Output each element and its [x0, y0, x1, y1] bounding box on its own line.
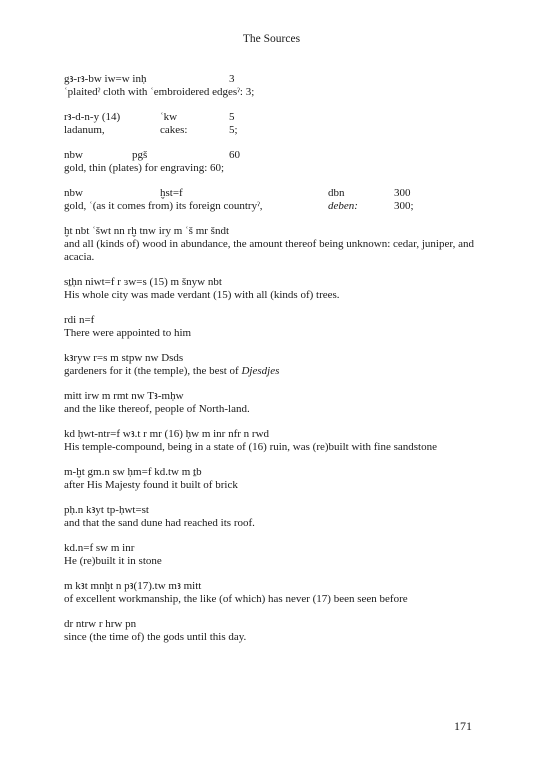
translation-line: since (the time of) the gods until this day. — [64, 631, 247, 643]
transliteration-text: rꜣ-d-n-y (14) — [64, 111, 121, 123]
translation-text: gold, ʿ(as it comes from) its foreign countryˀ, — [64, 200, 263, 212]
transliteration-line: sṯḥn niwt=f r ɜw=s (15) m šnyw nbt — [64, 276, 222, 288]
translation-line: of excellent workmanship, the like (of which) has never (17) been seen before — [64, 593, 408, 605]
entry-3 — [64, 149, 484, 175]
translation-text: gardeners for it (the temple), the best of — [64, 365, 242, 377]
translation-line: and that the sand dune had reached its roof. — [64, 517, 255, 529]
translation-unit: deben: — [328, 200, 358, 212]
translation-line — [64, 124, 484, 137]
transliteration-text: nbw — [64, 187, 83, 199]
translation-line: and the like thereof, people of North-land. — [64, 403, 250, 415]
transliteration-line: pḥ.n kꜣyt tp-ḥwt=st — [64, 504, 149, 516]
transliteration-line — [64, 111, 484, 124]
translation-line: and all (kinds of) wood in abundance, the amount thereof being unknown: cedar, juniper, and acacia. — [64, 238, 474, 263]
entry-2 — [64, 111, 484, 137]
translation-text: gold, thin (plates) for engraving: 60; — [64, 162, 225, 174]
translation-text: ʿplaitedˀ cloth with ʿembroidered edgesˀ: 3; — [64, 86, 255, 98]
text-body — [64, 73, 484, 656]
entry-6 — [64, 276, 484, 302]
transliteration-unit: dbn — [328, 187, 345, 199]
quantity-value: 300; — [394, 200, 414, 212]
translation-line: His temple-compound, being in a state of (16) ruin, was (re)built with fine sandstone — [64, 441, 437, 453]
translation-unit: cakes: — [160, 124, 188, 136]
translation-line — [64, 365, 484, 378]
entry-7 — [64, 314, 484, 340]
quantity-value: 5 — [229, 111, 235, 123]
translation-line: He (re)built it in stone — [64, 555, 162, 567]
transliteration-unit: ʿkw — [160, 111, 178, 123]
place-name: Djesdjes — [241, 365, 280, 377]
transliteration-line: m-ḫt gm.n sw ḥm=f kd.tw m ṯb — [64, 466, 202, 478]
transliteration-line — [64, 187, 484, 200]
entry-12 — [64, 504, 484, 530]
entry-5 — [64, 225, 484, 264]
page-number: 171 — [454, 719, 472, 733]
entry-15 — [64, 618, 484, 644]
transliteration-line: mitt irw m rmt nw Tꜣ-mḥw — [64, 390, 184, 402]
entry-11 — [64, 466, 484, 492]
entry-9 — [64, 390, 484, 416]
transliteration-word: ḫst=f — [160, 187, 183, 199]
entry-4 — [64, 187, 484, 213]
transliteration-text: gꜣ-rꜣ-bw iw=w inḥ — [64, 73, 147, 85]
translation-text: ladanum, — [64, 124, 105, 136]
transliteration-line: ḫt nbt ʿšwt nn rḫ tnw iry m ʿš mr šndt — [64, 225, 229, 237]
translation-line — [64, 86, 484, 99]
running-header: The Sources — [242, 33, 301, 45]
translation-line — [64, 162, 484, 175]
transliteration-line: m kꜣt mnḫt n pꜣ(17).tw mꜣ mitt — [64, 580, 202, 592]
transliteration-line — [64, 149, 484, 162]
quantity-value: 5; — [229, 124, 238, 136]
quantity-value: 60 — [229, 149, 240, 161]
transliteration-unit: pgš — [132, 149, 148, 161]
transliteration-line: kꜣryw r=s m stpw nw Dsds — [64, 352, 184, 364]
translation-line: There were appointed to him — [64, 327, 192, 339]
translation-line — [64, 200, 484, 213]
translation-line: after His Majesty found it built of brick — [64, 479, 238, 491]
entry-10 — [64, 428, 484, 454]
transliteration-line: rdi n=f — [64, 314, 95, 326]
entry-14 — [64, 580, 484, 606]
entry-13 — [64, 542, 484, 568]
transliteration-line: kd ḥwt-ntr=f wꜣ.t r mr (16) ḥw m inr nfr n rwd — [64, 428, 270, 440]
quantity-value: 3 — [229, 73, 235, 85]
entry-8 — [64, 352, 484, 378]
transliteration-line: kd.n=f sw m inr — [64, 542, 135, 554]
translation-line: His whole city was made verdant (15) with all (kinds of) trees. — [64, 289, 340, 301]
quantity-value: 300 — [394, 187, 411, 199]
transliteration-line: dr ntrw r hrw pn — [64, 618, 137, 630]
transliteration-line — [64, 73, 484, 86]
transliteration-text: nbw — [64, 149, 83, 161]
entry-1 — [64, 73, 484, 99]
